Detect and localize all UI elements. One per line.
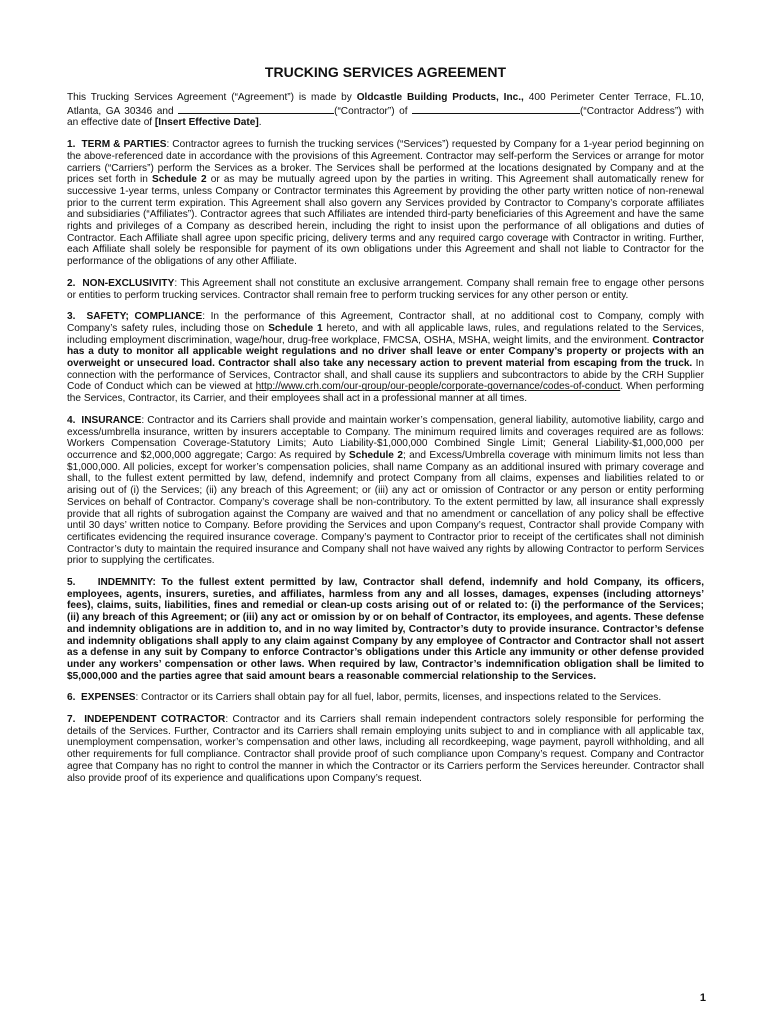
section-text: : Contractor or its Carriers shall obtain pay for all fuel, labor, permits, licenses, and inspections related to the Services. — [135, 692, 662, 704]
section-heading: INDEMNITY — [97, 577, 153, 589]
section-text: hereto, and with all applicable laws, rules, and regulations related to the Services, including employment discrimination, wage/hour, drug-free workplace, FMCSA, OSHA, MSHA, weight limits, and the environment. — [67, 322, 704, 346]
section-text: ; and Excess/Umbrella coverage with minimum limits not less than $1,000,000. All policies, except for worker’s compensation policies, shall name Company as an additional insured with primary coverage and shall, to the fullest extent permitted by law, defend, indemnify and protect Company from all claims, expenses and liabilities related to or arising out of (i) the Services; (ii) any breach of this Agreement; or (iii) any act or omission of Contractor or any person or entity performing Services on behalf of Contractor. Company’s coverage shall be non-contributory. To the extent permitted by law, all insurance shall expressly provide that all rights of subrogation against the Company are waived and that no amendment or cancellation of any policy shall be effective until 30 days’ written notice to Company. Before providing the Services and upon Company’s request, Contractor shall provide Company with certificates evidencing the required insurance coverage. Company’s payment to Contractor prior to receipt of the certificates shall not diminish Contractor’s duty to maintain the required insurance and Company shall not have waived any rights by allowing Contractor to perform Services prior to supplying the certificates. — [67, 449, 704, 567]
weight-regulation-clause: Contractor has a duty to monitor all applicable weight regulations and no driver shall leave or enter Company’s property or projects with an overweight or unsecured load. Contractor shall also take any necessary action to prevent material from escaping from the truck. — [67, 334, 704, 370]
section-6-expenses — [67, 692, 704, 704]
schedule-reference: Schedule 2 — [152, 174, 207, 186]
section-text: : This Agreement shall not constitute an exclusive arrangement. Company shall remain free to engage other persons or entities to perform trucking services. Contractor shall remain free to perform trucking services for any other person or entity. — [67, 277, 705, 301]
section-5-indemnity — [67, 577, 704, 682]
section-number: 3. — [67, 311, 76, 323]
section-text: : Contractor agrees to furnish the trucking services (“Services”) requested by Company for a 1-year period beginning on the above-referenced date in accordance with the provisions of this Agreement. Contractor may self-perform the Services or arrange for motor carriers (“Carriers”) perform the Services as a broker. The Services shall be performed at the locations designated by Company and at the prices set forth in — [67, 139, 704, 186]
intro-text: (“Contractor Address”) with an effective date of — [67, 105, 704, 129]
code-of-conduct-link[interactable]: http://www.crh.com/our-group/our-people/corporate-governance/codes-of-conduct — [255, 381, 621, 393]
effective-date-placeholder: [Insert Effective Date] — [154, 117, 259, 129]
section-3-safety-compliance — [67, 311, 704, 405]
schedule-reference: Schedule 1 — [268, 322, 323, 334]
section-number: 7. — [67, 714, 76, 726]
section-text: or as may be mutually agreed upon by the parties in writing. This Agreement shall automatically renew for successive 1-year terms, unless Company or Contractor terminates this Agreement by providing the other party written notice of non-renewal prior to the current term expiration. This Agreement shall also govern any Services provided by Contractor to Company’s corporate affiliates and subsidiaries (“Affiliates”). Contractor agrees that such Affiliates are intended third-party beneficiaries of this Agreement and have the same rights and privileges of a Company as described herein, including the right to insist upon the performance of all obligations and duties of Contractor. Each Affiliate shall agree upon specific pricing, delivery terms and any required cargo coverage with Contractor in writing. Further, each Affiliate shall solely be responsible for payment of its own obligations under this Agreement and shall not liable to Contractor for the performance of the obligations of any other Affiliate. — [67, 174, 704, 268]
section-heading: TERM & PARTIES — [81, 139, 167, 151]
contractor-name-blank[interactable] — [178, 104, 334, 114]
section-2-non-exclusivity — [67, 278, 704, 301]
section-number: 2. — [67, 277, 76, 289]
intro-text: 400 Perimeter Center Terrace, FL.10, Atlanta, GA 30346 and — [67, 92, 704, 117]
section-heading: SAFETY; COMPLIANCE — [86, 311, 203, 323]
section-heading: NON-EXCLUSIVITY — [82, 277, 175, 289]
intro-text: . — [258, 117, 262, 129]
document-title: TRUCKING SERVICES AGREEMENT — [264, 64, 507, 80]
section-7-independent-contractor — [67, 714, 704, 784]
section-number: 1. — [67, 139, 76, 151]
page-number: 1 — [699, 992, 706, 1004]
intro-paragraph — [67, 92, 704, 129]
section-1-term-parties — [67, 139, 704, 268]
section-text: In connection with the performance of Services, Contractor shall, and shall cause its suppliers and subcontractors to abide by the CRH Supplier Code of Conduct which can be viewed at — [67, 358, 704, 393]
section-4-insurance — [67, 415, 704, 567]
section-heading: INSURANCE — [81, 414, 142, 426]
intro-text: This Trucking Services Agreement (“Agreement”) is made by — [67, 92, 357, 103]
company-name: Oldcastle Building Products, Inc., — [356, 92, 524, 103]
section-number: 4. — [67, 414, 76, 426]
section-number: 5. — [67, 577, 76, 589]
section-heading: EXPENSES — [81, 692, 136, 704]
section-text: : In the performance of this Agreement, Contractor shall, at no additional cost to Company, comply with Company’s safety rules, including those on — [67, 311, 705, 334]
section-heading: INDEPENDENT COTRACTOR — [84, 714, 226, 726]
schedule-reference: Schedule 2 — [349, 449, 403, 461]
indemnity-clause: : To the fullest extent permitted by law, Contractor shall defend, indemnify and hold Company, its officers, employees, agents, insurers, sureties, and affiliates, harmless from any and all losses, damages, expenses (including attorneys’ fees), claims, suits, liabilities, fines and remedial or clean-up costs arising out of or related to: (i) the performance of the Services; (ii) any breach of this Agreement; or (iii) any act or omission by or on behalf of Contractor, its employees, and agents. These defense and indemnity obligations are in addition to, and in no way limited by, Contractor’s duty to provide insurance. Contractor’s defense and indemnity obligations shall apply to any claim against Company by any employee of Contractor and Contractor shall not assert as a defense in any suit by Company to enforce Contractor’s obligations under this Article any immunity or other defense provided under any workers’ compensation or other laws. When required by law, Contractor’s indemnification obligation shall be limited to $5,000,000 and the parties agree that said amount bears a reasonable commercial relationship to the Services. — [67, 577, 704, 682]
section-number: 6. — [67, 692, 76, 704]
section-text: : Contractor and its Carriers shall remain independent contractors solely responsible for performing the details of the Services. Further, Contractor and its Carriers shall remain employing units subject to and in compliance with all applicable tax, unemployment compensation, worker’s compensation and other laws, including all recordkeeping, wage payment, payroll withholding, and all other requirements for full compliance. Contractor shall provide proof of such compliance upon Company’s request. Company and Contractor agree that Company has no right to control the manner in which the Contractor or its Carriers perform the Services hereunder. Contractor shall also provide proof of its experience and qualifications upon Company’s request. — [67, 714, 704, 784]
contractor-address-blank[interactable] — [412, 104, 580, 114]
intro-text: (“Contractor”) of — [334, 105, 413, 117]
section-text: : Contractor and its Carriers shall provide and maintain worker’s compensation, general liability, automotive liability, cargo and excess/umbrella insurance, written by insurers acceptable to Company. The minimum required limits and coverages required are as follows: Workers Compensation Coverage-Statutory Limits; Auto Liability-$1,000,000 Combined Single Limit; General Liability-$1,000,000 per occurrence and $2,000,000 aggregate; Cargo: As required by — [67, 414, 704, 461]
section-text: . When performing the Services, Contractor, its Carrier, and their employees shall act in a professional manner at all times. — [67, 381, 704, 405]
